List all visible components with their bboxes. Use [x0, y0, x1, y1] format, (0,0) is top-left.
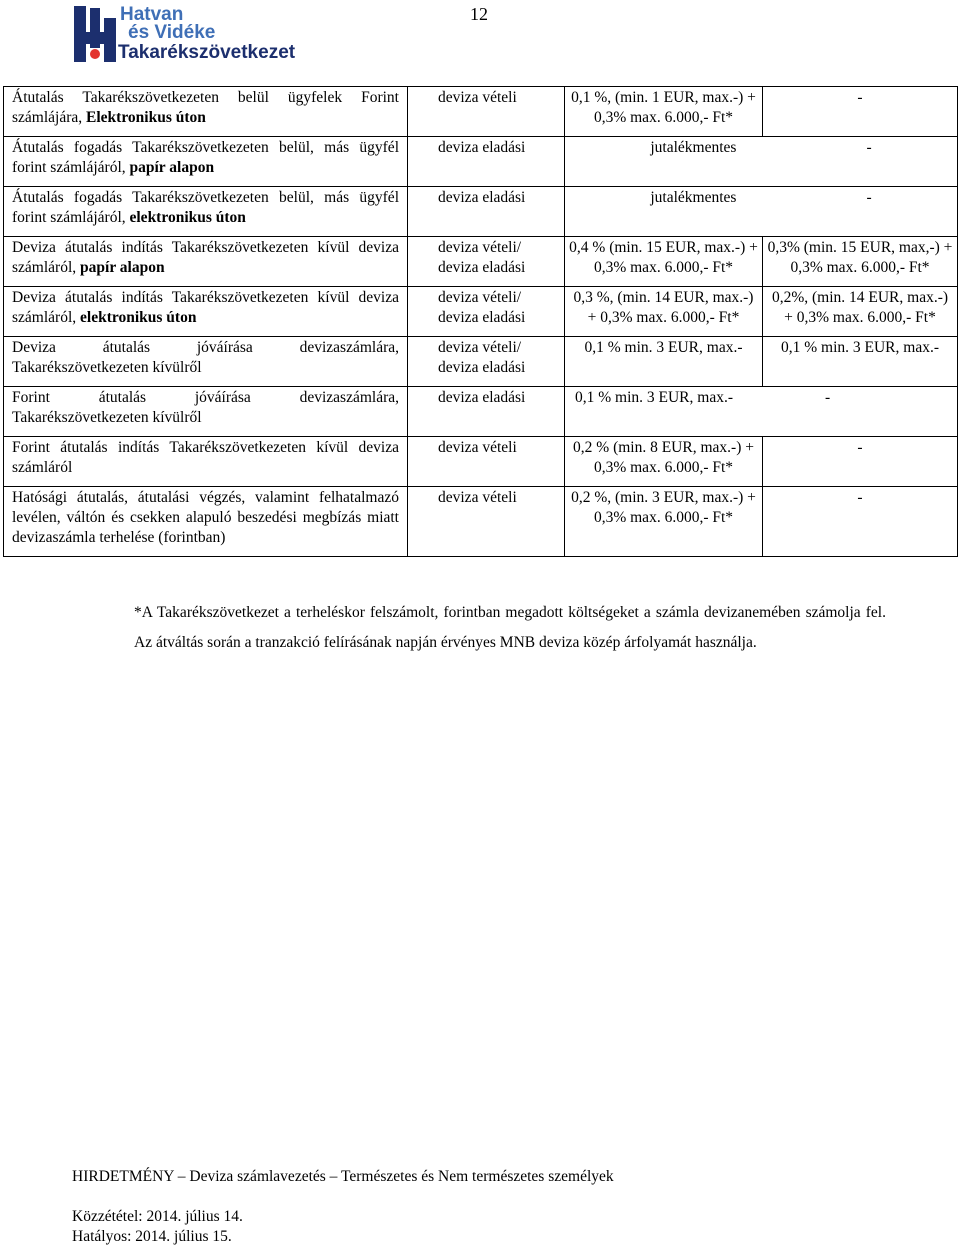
logo-text-es-videke: és Vidéke — [128, 22, 216, 43]
bank-logo — [72, 4, 332, 66]
row-exchange-type: deviza eladási — [408, 187, 565, 237]
row-fee: jutalékmentes - — [565, 187, 958, 237]
row-extra-fee: 0,3% (min. 15 EUR, max,-) + 0,3% max. 6.000,- Ft* — [763, 237, 958, 287]
table-row — [4, 337, 958, 387]
fee-table — [3, 86, 958, 557]
row-description: Forint átutalás indítás Takarékszövetkezeten kívül deviza számláról — [4, 437, 408, 487]
row-extra-fee: 0,1 % min. 3 EUR, max.- — [763, 337, 958, 387]
row-fee: 0,2 %, (min. 3 EUR, max.-) + 0,3% max. 6.000,- Ft* — [565, 487, 763, 557]
table-row — [4, 87, 958, 137]
logo-text-takarekszovetkezet: Takarékszövetkezet — [118, 42, 296, 63]
row-description: Deviza átutalás jóváírása devizaszámlára, Takarékszövetkezeten kívülről — [4, 337, 408, 387]
row-exchange-type: deviza vételi — [408, 87, 565, 137]
row-description: Átutalás fogadás Takarékszövetkezeten belül, más ügyfél forint számlájáról, elektronikus úton — [4, 187, 408, 237]
page-number: 12 — [470, 4, 488, 24]
row-exchange-type: deviza eladási — [408, 137, 565, 187]
row-description: Átutalás Takarékszövetkezeten belül ügyfelek Forint számlájára, Elektronikus úton — [4, 87, 408, 137]
footnote: *A Takarékszövetkezet a terheléskor felszámolt, forintban megadott költségeket a számla devizanemében számolja fel. Az átváltás során a tranzakció felírásának napján érvényes MNB deviza közép árfolyamát használja. — [134, 604, 886, 651]
row-exchange-type: deviza eladási — [408, 387, 565, 437]
logo-text-hatvan: Hatvan — [120, 4, 184, 25]
row-description: Hatósági átutalás, átutalási végzés, valamint felhatalmazó levélen, váltón és csekken alapuló beszedési megbízás miatt devizaszámla terhelése (forintban) — [4, 487, 408, 557]
row-fee: 0,1 %, (min. 1 EUR, max.-) + 0,3% max. 6.000,- Ft* — [565, 87, 763, 137]
table-row — [4, 137, 958, 187]
row-fee: 0,3 %, (min. 14 EUR, max.-) + 0,3% max. 6.000,- Ft* — [565, 287, 763, 337]
row-fee: 0,4 % (min. 15 EUR, max.-) + 0,3% max. 6.000,- Ft* — [565, 237, 763, 287]
footer-effective-date: Hatályos: 2014. július 15. — [72, 1228, 232, 1245]
row-description: Forint átutalás jóváírása devizaszámlára, Takarékszövetkezeten kívülről — [4, 387, 408, 437]
row-exchange-type: deviza vételi — [408, 437, 565, 487]
footer-published-date: Közzététel: 2014. július 14. — [72, 1208, 243, 1225]
row-description: Deviza átutalás indítás Takarékszövetkezeten kívül deviza számláról, papír alapon — [4, 237, 408, 287]
row-fee: 0,1 % min. 3 EUR, max.- — [565, 337, 763, 387]
row-exchange-type: deviza vételi/ deviza eladási — [408, 287, 565, 337]
row-exchange-type: deviza vételi/ deviza eladási — [408, 337, 565, 387]
table-row — [4, 187, 958, 237]
logo-emblem-icon — [72, 4, 122, 66]
row-exchange-type: deviza vételi/ deviza eladási — [408, 237, 565, 287]
row-exchange-type: deviza vételi — [408, 487, 565, 557]
row-fee: jutalékmentes - — [565, 137, 958, 187]
row-extra-fee: - — [763, 87, 958, 137]
row-description: Átutalás fogadás Takarékszövetkezeten belül, más ügyfél forint számlájáról, papír alapon — [4, 137, 408, 187]
footer-title: HIRDETMÉNY – Deviza számlavezetés – Természetes és Nem természetes személyek — [72, 1168, 614, 1185]
row-extra-fee: - — [763, 437, 958, 487]
row-fee: 0,1 % min. 3 EUR, max.- - — [565, 387, 958, 437]
row-extra-fee: - — [763, 487, 958, 557]
table-row — [4, 237, 958, 287]
row-extra-fee: 0,2%, (min. 14 EUR, max.-) + 0,3% max. 6.000,- Ft* — [763, 287, 958, 337]
row-fee: 0,2 % (min. 8 EUR, max.-) + 0,3% max. 6.000,- Ft* — [565, 437, 763, 487]
row-description: Deviza átutalás indítás Takarékszövetkezeten kívül deviza számláról, elektronikus úton — [4, 287, 408, 337]
table-row — [4, 387, 958, 437]
table-row — [4, 487, 958, 557]
table-row — [4, 437, 958, 487]
table-row — [4, 287, 958, 337]
